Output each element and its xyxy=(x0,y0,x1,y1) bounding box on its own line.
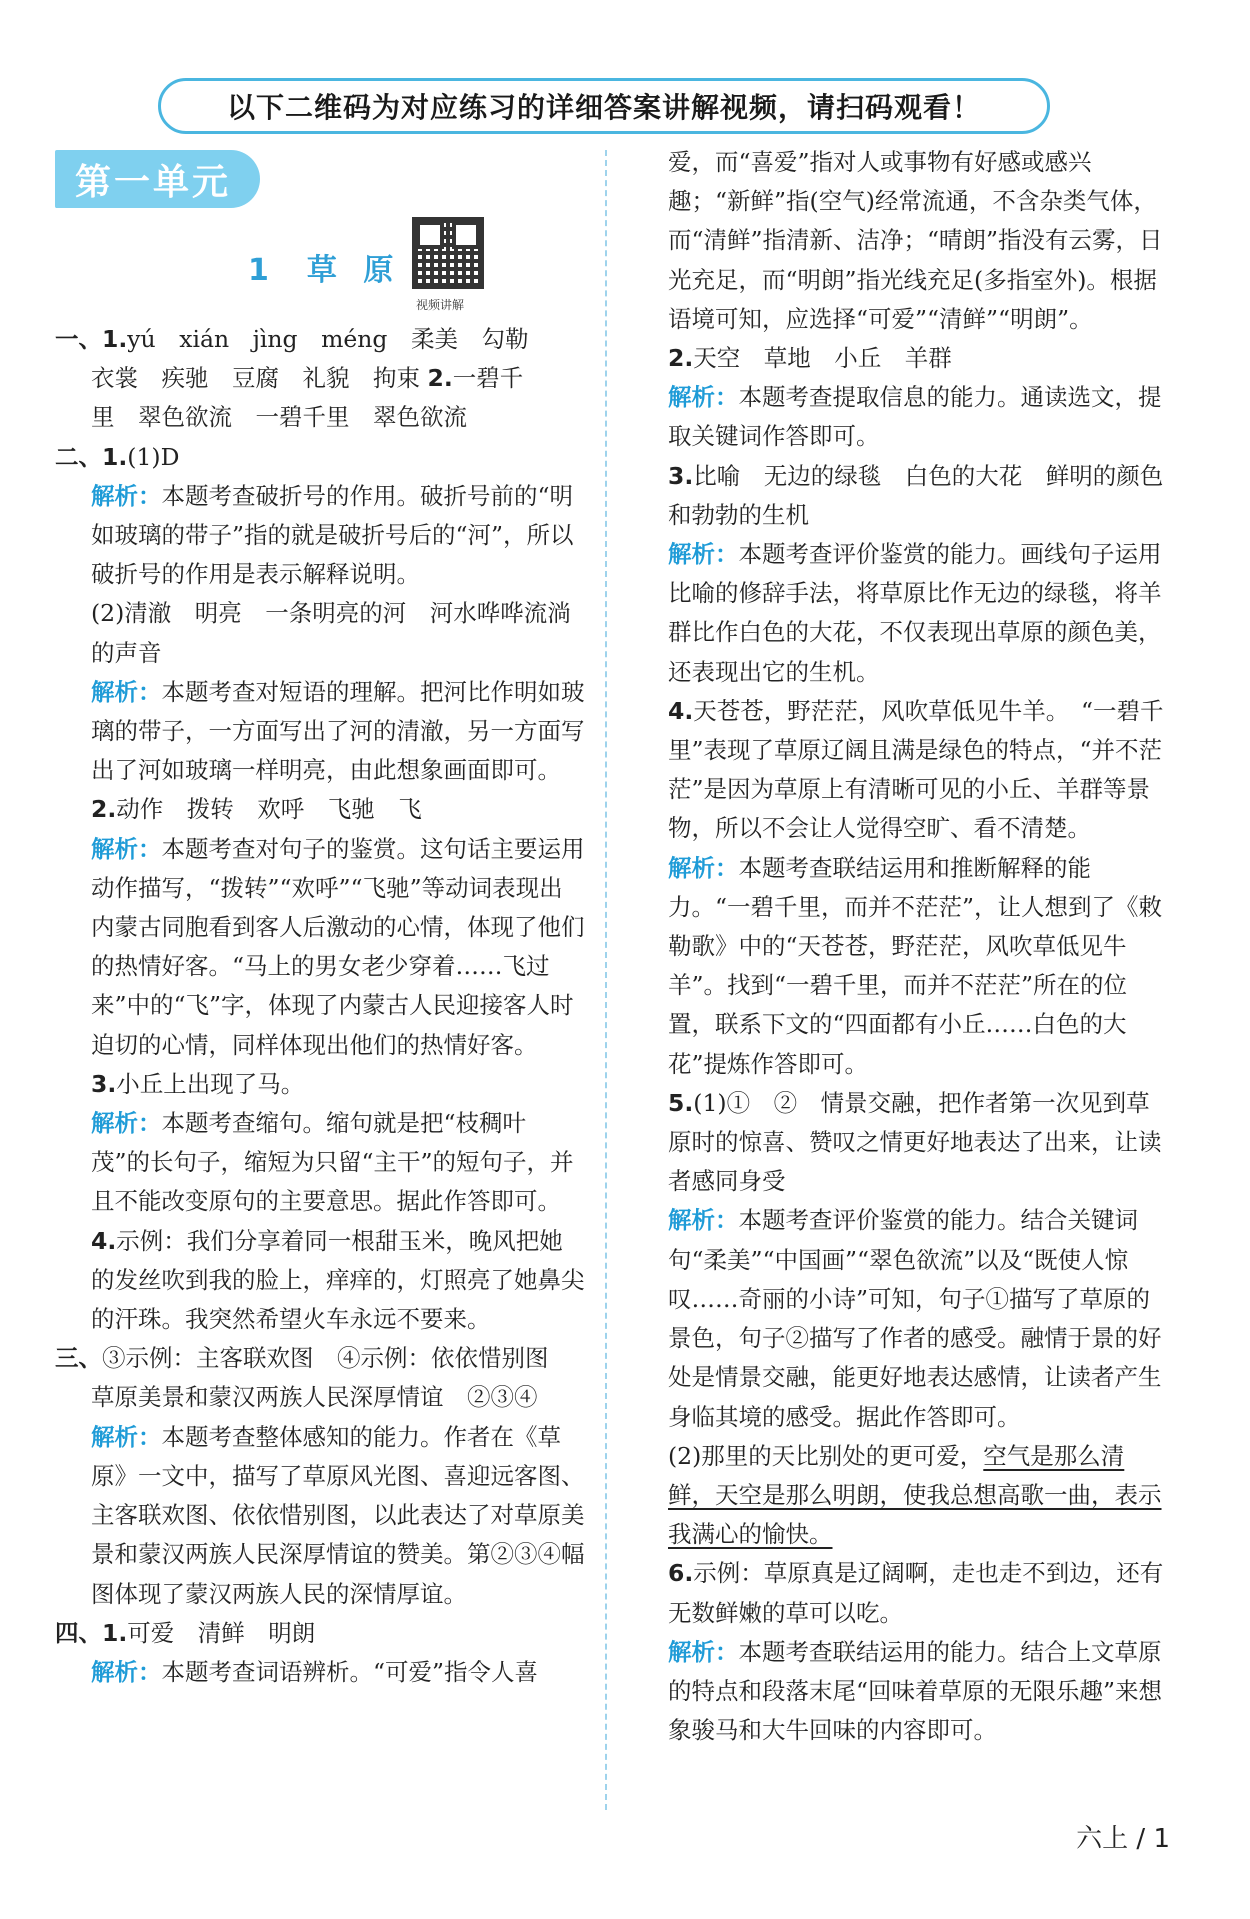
section-4-q1: 四、1.可爱 清鲜 明朗 xyxy=(55,1618,316,1647)
analysis-2: 解析：本题考查对短语的理解。把河比作明如玻璃的带子，一方面写出了河的清澈，另一方面写出了河如玻璃一样明亮，由此想象画面即可。 xyxy=(91,677,585,785)
analysis-6: 解析：本题考查词语辨析。“可爱”指令人喜 xyxy=(91,1657,539,1686)
answer-4-3: 3.比喻 无边的绿毯 白色的大花 鲜明的颜色和勃勃的生机 xyxy=(668,461,1164,529)
video-banner xyxy=(158,78,1050,134)
analysis-3: 解析：本题考查对句子的鉴赏。这句话主要运用动作描写，“拨转”“欢呼”“飞驰”等动词表现出内蒙古同胞看到客人后激动的心情，体现了他们的热情好客。“马上的男女老少穿着……飞过来”中的“飞”字，体现了内蒙古人民迎接客人时迫切的心情，同样体现出他们的热情好客。 xyxy=(91,834,585,1059)
answer-4-2: 2.天空 草地 小丘 羊群 xyxy=(668,344,952,373)
section-1-line3: 里 翠色欲流 一碧千里 翠色欲流 xyxy=(91,403,467,432)
lesson-title xyxy=(248,245,401,289)
analysis-5: 解析：本题考查整体感知的能力。作者在《草原》一文中，描写了草原风光图、喜迎远客图、主客联欢图、依依惜别图，以此表达了对草原美景和蒙汉两族人民深厚情谊的赞美。第②③④幅图体现了蒙汉两族人民的深情厚谊。 xyxy=(91,1422,585,1608)
section-3: 三、③示例：主客联欢图 ④示例：依依惜别图 xyxy=(55,1344,549,1373)
analysis-r4: 解析：本题考查评价鉴赏的能力。结合关键词句“柔美”“中国画”“翠色欲流”以及“既使人惊叹……奇丽的小诗”可知，句子①描写了草原的景色，句子②描写了作者的感受。融情于景的好处是情景交融，能更好地表达感情，让读者产生身临其境的感受。据此作答即可。 xyxy=(668,1206,1162,1431)
page-footer: 六上 / 1 xyxy=(1076,1824,1170,1854)
answer-2-2: 2.动作 拨转 欢呼 飞驰 飞 xyxy=(91,795,422,824)
left-column xyxy=(55,320,585,1692)
section-2-q1: 二、1.(1)D xyxy=(55,442,180,471)
analysis-r5: 解析：本题考查联结运用的能力。结合上文草原的特点和段落末尾“回味着草原的无限乐趣”来想象骏马和大牛回味的内容即可。 xyxy=(668,1637,1163,1745)
section-3-line2: 草原美景和蒙汉两族人民深厚情谊 ②③④ xyxy=(91,1383,538,1412)
lesson-name: 草 原 xyxy=(306,253,402,288)
answer-4-5: 5.(1)① ② 情景交融，把作者第一次见到草原时的惊喜、赞叹之情更好地表达了出来，让读者感同身受 xyxy=(668,1088,1162,1196)
right-column xyxy=(668,143,1168,1750)
lesson-number: 1 xyxy=(248,253,277,288)
column-divider xyxy=(605,150,607,1810)
banner-text: 以下二维码为对应练习的详细答案讲解视频，请扫码观看！ xyxy=(226,91,981,124)
analysis-1: 解析：本题考查破折号的作用。破折号前的“明如玻璃的带子”指的就是破折号后的“河”，所以破折号的作用是表示解释说明。 xyxy=(91,481,574,589)
answer-4-5-2: (2)那里的天比别处的更可爱，空气是那么清鲜，天空是那么明朗，使我总想高歌一曲，表示我满心的愉快。 xyxy=(668,1441,1162,1549)
analysis-4: 解析：本题考查缩句。缩句就是把“枝稠叶茂”的长句子，缩短为只留“主干”的短句子，并且不能改变原句的主要意思。据此作答即可。 xyxy=(91,1109,574,1216)
analysis-r1: 解析：本题考查提取信息的能力。通读选文，提取关键词作答即可。 xyxy=(668,383,1162,451)
analysis-continued: 爱，而“喜爱”指对人或事物有好感或感兴趣；“新鲜”指(空气)经常流通，不含杂类气体，而“清鲜”指清新、洁净；“晴朗”指没有云雾，日光充足，而“明朗”指光线充足(多指室外)。根据语境可知，应选择“可爱”“清鲜”“明朗”。 xyxy=(668,148,1163,333)
answer-4-6: 6.示例：草原真是辽阔啊，走也走不到边，还有无数鲜嫩的草可以吃。 xyxy=(668,1559,1164,1627)
qr-label: 视频讲解 xyxy=(416,298,465,312)
answer-4-4: 4.天苍苍，野茫茫，风吹草低见牛羊。 “一碧千里”表现了草原辽阔且满是绿色的特点，“并不茫茫”是因为草原上有清晰可见的小丘、羊群等景物，所以不会让人觉得空旷、看不清楚。 xyxy=(668,696,1164,843)
answer-2-3: 3.小丘上出现了马。 xyxy=(91,1069,305,1098)
answer-2-4: 4.示例：我们分享着同一根甜玉米，晚风把她的发丝吹到我的脸上，痒痒的，灯照亮了她鼻尖的汗珠。我突然希望火车永远不要来。 xyxy=(91,1226,585,1334)
section-1-line2: 衣裳 疾驰 豆腐 礼貌 拘束 2.一碧千 xyxy=(91,364,524,393)
unit-tag xyxy=(55,150,260,208)
analysis-r3: 解析：本题考查联结运用和推断解释的能力。“一碧千里，而并不茫茫”，让人想到了《敕勒歌》中的“天苍苍，野茫茫，风吹草低见牛羊”。找到“一碧千里，而并不茫茫”所在的位置，联系下文的“四面都有小丘……白色的大花”提炼作答即可。 xyxy=(668,853,1163,1078)
section-1-q1: 一、1.yú xián jìng méng 柔美 勾勒 xyxy=(55,325,529,353)
qr-code-icon[interactable] xyxy=(412,217,484,289)
analysis-r2: 解析：本题考查评价鉴赏的能力。画线句子运用比喻的修辞手法，将草原比作无边的绿毯，将羊群比作白色的大花，不仅表现出草原的颜色美，还表现出它的生机。 xyxy=(668,540,1162,686)
unit-title: 第一单元 xyxy=(75,161,232,203)
underlined-sentence: 空气是那么清鲜，天空是那么明朗，使我总想高歌一曲，表示我满心的愉快。 xyxy=(668,1441,1162,1549)
answer-2-1-2: (2)清澈 明亮 一条明亮的河 河水哗哗流淌的声音 xyxy=(91,599,571,667)
